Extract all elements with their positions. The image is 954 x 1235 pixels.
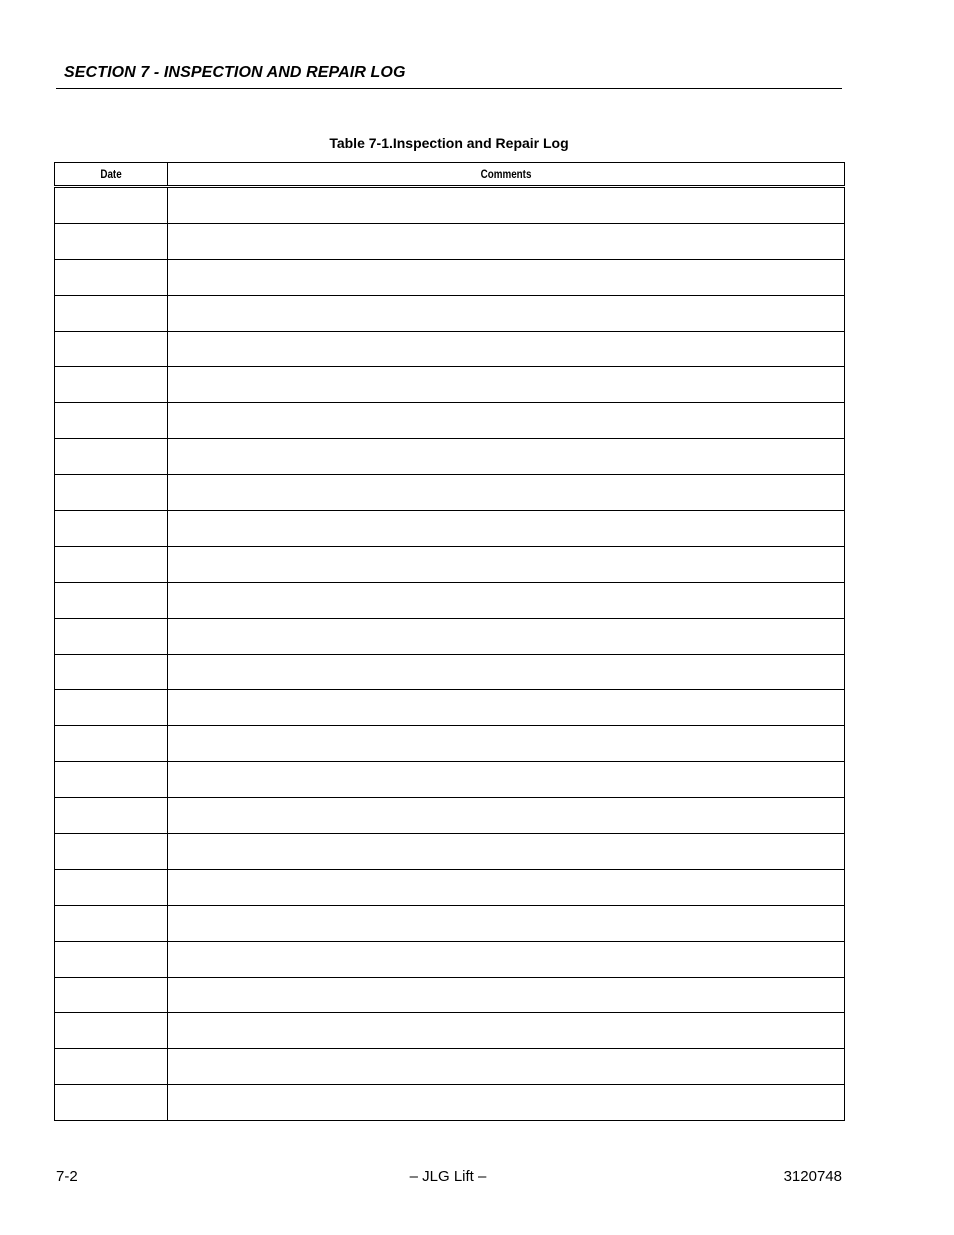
table-body (55, 187, 845, 1121)
comments-cell (168, 367, 845, 403)
date-cell (55, 1013, 168, 1049)
date-cell (55, 726, 168, 762)
column-header-comments (168, 163, 845, 187)
date-cell (55, 582, 168, 618)
date-cell (55, 834, 168, 870)
comments-cell (168, 511, 845, 547)
comments-cell (168, 1049, 845, 1085)
date-cell (55, 869, 168, 905)
comments-cell (168, 187, 845, 224)
column-header-date-label: Date (100, 167, 122, 181)
date-cell (55, 762, 168, 798)
table-row (55, 762, 845, 798)
table-row (55, 941, 845, 977)
date-cell (55, 367, 168, 403)
column-header-comments-label: Comments (480, 167, 532, 181)
table-row (55, 618, 845, 654)
table-row (55, 403, 845, 439)
table-row (55, 223, 845, 259)
date-cell (55, 403, 168, 439)
comments-cell (168, 1013, 845, 1049)
date-cell (55, 654, 168, 690)
comments-cell (168, 259, 845, 295)
date-cell (55, 187, 168, 224)
date-cell (55, 1049, 168, 1085)
table-caption: Table 7-1.Inspection and Repair Log (329, 135, 569, 151)
comments-cell (168, 618, 845, 654)
date-cell (55, 475, 168, 511)
comments-cell (168, 654, 845, 690)
comments-cell (168, 762, 845, 798)
table-row (55, 439, 845, 475)
document-number: 3120748 (783, 1168, 842, 1185)
comments-cell (168, 546, 845, 582)
table-row (55, 690, 845, 726)
table-row (55, 905, 845, 941)
date-cell (55, 941, 168, 977)
comments-cell (168, 726, 845, 762)
table-row (55, 475, 845, 511)
comments-cell (168, 941, 845, 977)
comments-cell (168, 403, 845, 439)
table-row (55, 1049, 845, 1085)
table-row (55, 331, 845, 367)
comments-cell (168, 223, 845, 259)
table-row (55, 546, 845, 582)
table-row (55, 726, 845, 762)
footer-publisher: – JLG Lift – (409, 1168, 487, 1185)
header-divider (56, 88, 842, 89)
table-row (55, 187, 845, 224)
date-cell (55, 690, 168, 726)
comments-cell (168, 869, 845, 905)
comments-cell (168, 582, 845, 618)
column-header-date (55, 163, 168, 187)
table-row (55, 511, 845, 547)
table-row (55, 1013, 845, 1049)
comments-cell (168, 295, 845, 331)
date-cell (55, 259, 168, 295)
table-header-row (55, 163, 845, 187)
table-row (55, 259, 845, 295)
table-row (55, 977, 845, 1013)
page-number: 7-2 (56, 1168, 78, 1185)
comments-cell (168, 834, 845, 870)
section-title: SECTION 7 - INSPECTION AND REPAIR LOG (64, 64, 406, 81)
date-cell (55, 905, 168, 941)
table-row (55, 834, 845, 870)
inspection-repair-log-table (54, 162, 845, 1121)
date-cell (55, 618, 168, 654)
date-cell (55, 798, 168, 834)
date-cell (55, 977, 168, 1013)
table-row (55, 654, 845, 690)
comments-cell (168, 905, 845, 941)
comments-cell (168, 798, 845, 834)
date-cell (55, 511, 168, 547)
date-cell (55, 295, 168, 331)
table-row (55, 798, 845, 834)
comments-cell (168, 439, 845, 475)
date-cell (55, 1085, 168, 1121)
table-row (55, 367, 845, 403)
table-row (55, 869, 845, 905)
date-cell (55, 439, 168, 475)
comments-cell (168, 1085, 845, 1121)
comments-cell (168, 331, 845, 367)
comments-cell (168, 690, 845, 726)
comments-cell (168, 977, 845, 1013)
table-row (55, 582, 845, 618)
date-cell (55, 223, 168, 259)
date-cell (55, 546, 168, 582)
date-cell (55, 331, 168, 367)
table-row (55, 295, 845, 331)
comments-cell (168, 475, 845, 511)
table-row (55, 1085, 845, 1121)
